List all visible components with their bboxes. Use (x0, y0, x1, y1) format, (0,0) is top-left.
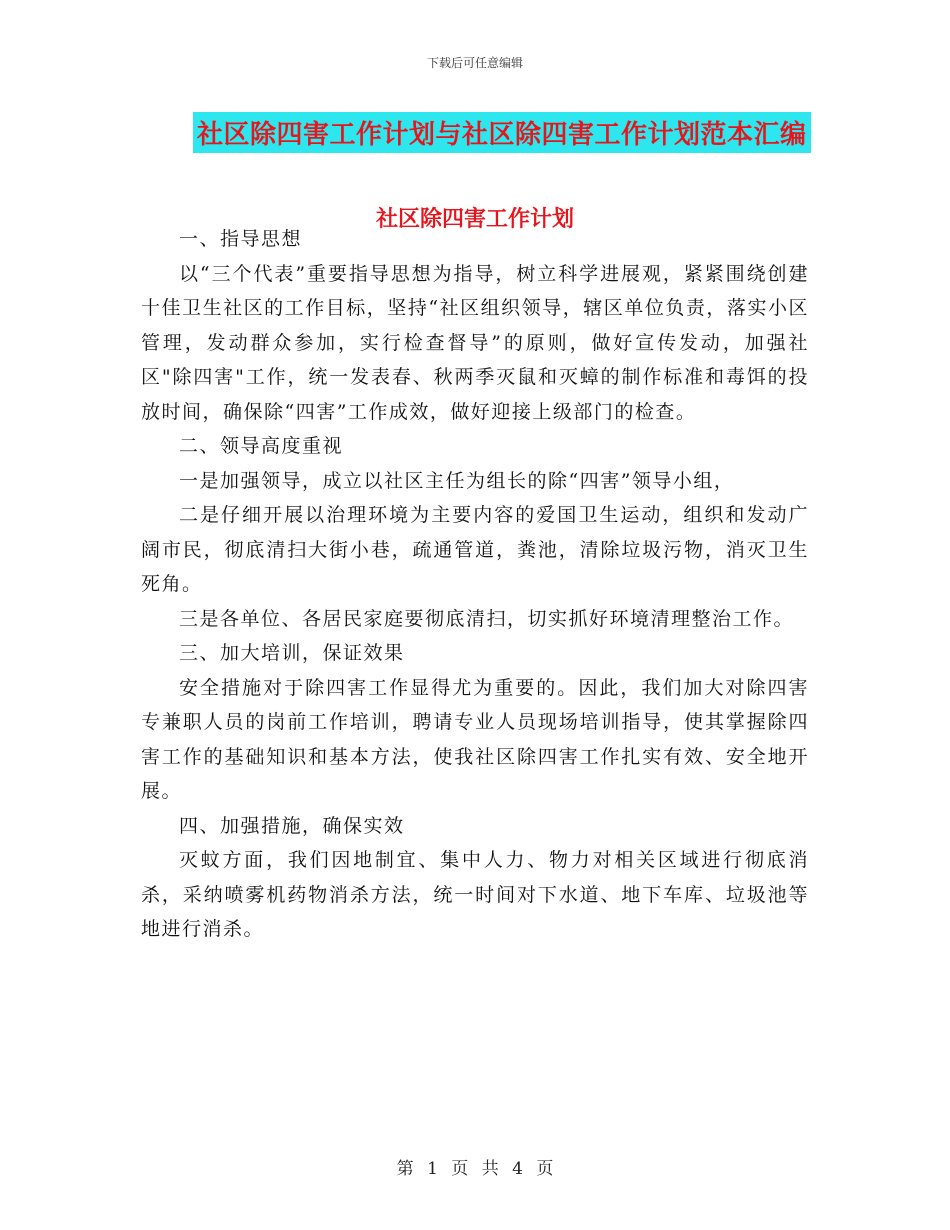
paragraph-5: 安全措施对于除四害工作显得尤为重要的。因此，我们加大对除四害专兼职人员的岗前工作培训，聘请专业人员现场培训指导，使其掌握除四害工作的基础知识和基本方法，使我社区除四害工作扎实有效、安全地开展。 (141, 676, 809, 802)
body-text (141, 222, 809, 947)
sub-title: 社区除四害工作计划 (375, 206, 574, 232)
paragraph-4: 三是各单位、各居民家庭要彻底清扫，切实抓好环境清理整治工作。 (179, 607, 795, 630)
footer-total-word: 共 (481, 1159, 499, 1179)
paragraph-3: 二是仔细开展以治理环境为主要内容的爱国卫生运动，组织和发动广阔市民，彻底清扫大街小巷，疏通管道，粪池，清除垃圾污物，消灭卫生死角。 (141, 504, 809, 595)
footer-page-word: 第 (396, 1159, 414, 1179)
main-title: 社区除四害工作计划与社区除四害工作计划范本汇编 (193, 112, 811, 153)
paragraph-1: 以“三个代表”重要指导思想为指导，树立科学进展观，紧紧围绕创建十佳卫生社区的工作目标，坚持“社区组织领导，辖区单位负责，落实小区管理，发动群众参加，实行检查督导”的原则，做好宣传发动，加强社区"除四害"工作，统一发表春、秋两季灭鼠和灭蟑的制作标准和毒饵的投放时间，确保除“四害”工作成效，做好迎接上级部门的检查。 (141, 262, 809, 423)
section-heading-2: 二、领导高度重视 (179, 435, 344, 457)
section-heading-1: 一、指导思想 (179, 228, 303, 250)
paragraph-2: 一是加强领导，成立以社区主任为组长的除“四害”领导小组， (179, 469, 735, 492)
section-heading-4: 四、加强措施，确保实效 (179, 814, 405, 837)
page-footer (0, 1154, 950, 1179)
footer-page-number: 1 (427, 1159, 438, 1179)
header-note: 下载后可任意编辑 (426, 56, 523, 70)
footer-total-pages: 4 (512, 1159, 523, 1179)
footer-total-unit: 页 (536, 1159, 554, 1179)
paragraph-6: 灭蚊方面，我们因地制宜、集中人力、物力对相关区域进行彻底消杀，采纳喷雾机药物消杀方法，统一时间对下水道、地下车库、垃圾池等地进行消杀。 (141, 849, 809, 940)
section-heading-3: 三、加大培训，保证效果 (179, 642, 405, 664)
footer-page-unit: 页 (451, 1159, 469, 1179)
